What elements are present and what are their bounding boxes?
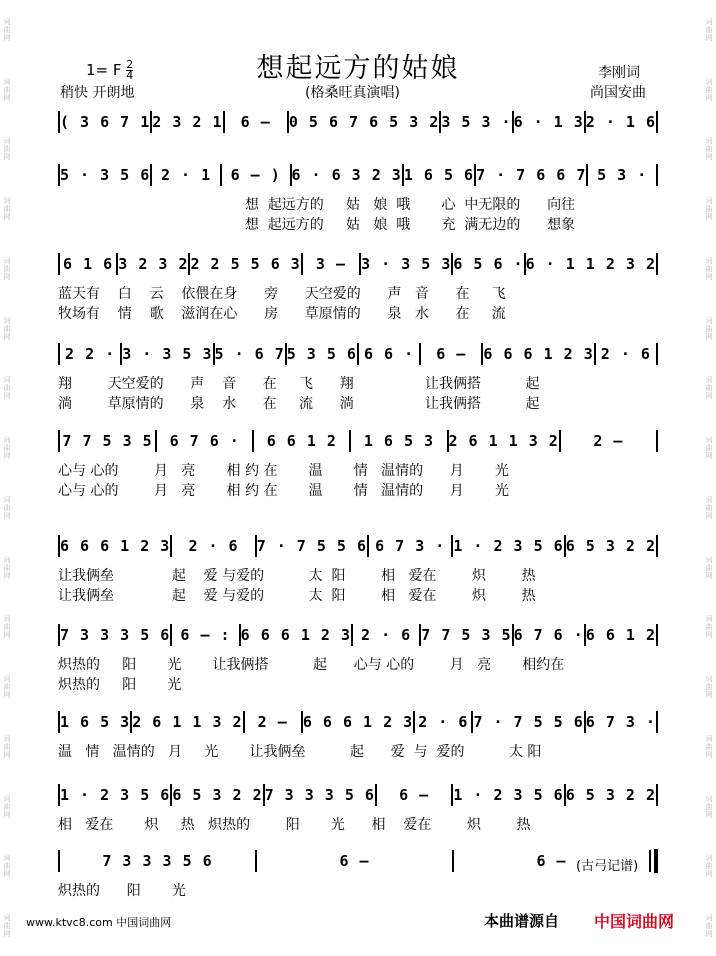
- measure: 6 6 1 2: [585, 626, 656, 644]
- measure: 2 6 1 1 3 2: [448, 432, 559, 450]
- lyrics-block: [58, 655, 658, 695]
- watermark-text: 词曲网: [3, 555, 11, 580]
- barline: [656, 343, 658, 365]
- measure: 2 · 1 6: [585, 113, 656, 131]
- measure: 0 5 6 7 6 5 3 2: [288, 113, 440, 131]
- measure: 7 3 3 3 5 6: [60, 626, 171, 644]
- barline: [656, 624, 658, 646]
- watermark-text: 词曲网: [3, 316, 11, 341]
- notation-staff: [58, 851, 658, 871]
- barline: [656, 711, 658, 733]
- measure: 6 –: [339, 852, 370, 870]
- measure: 6 –: [536, 852, 567, 870]
- barline: [656, 253, 658, 275]
- composer-credit: 尚国安曲: [590, 85, 646, 101]
- measure: 6 – ): [230, 166, 281, 184]
- measure: 6 5 3 2 2: [565, 537, 656, 555]
- measure: 6 1 6: [63, 255, 114, 273]
- measure: 3 · 3 5 3: [361, 255, 452, 273]
- measure: 2 · 6: [600, 345, 651, 363]
- measure: 2 6 1 1 3 2: [132, 713, 243, 731]
- measure: 5 · 3 5 6: [60, 166, 151, 184]
- lyric-line: 蓝天有 白 云 依偎在身 旁 天空爱的 声 音 在 飞: [58, 286, 506, 302]
- lyric-line: 翔 天空爱的 声 音 在 飞 翔 让我俩搭 起: [58, 376, 540, 392]
- lyricist-credit: 李刚词: [598, 65, 640, 81]
- notation-staff: [58, 254, 658, 274]
- measure: 6 6 6 1 2 3: [483, 345, 594, 363]
- barline: [649, 850, 651, 872]
- watermark-right: [702, 0, 716, 956]
- watermark-left: [0, 0, 14, 956]
- measure: 2 –: [257, 713, 288, 731]
- measure: 2 2 ·: [65, 345, 116, 363]
- score-system: [58, 254, 658, 324]
- measure: 1 6 5 3: [363, 432, 435, 450]
- lyric-line: 炽热的 阳 光: [58, 883, 186, 899]
- notation-staff: [58, 712, 658, 732]
- watermark-text: 词曲网: [705, 137, 713, 162]
- watermark-text: 词曲网: [3, 495, 11, 520]
- measure: 6 6 ·: [363, 345, 415, 363]
- score-system: [58, 431, 658, 501]
- barline: [656, 784, 658, 806]
- watermark-text: 词曲网: [705, 197, 713, 222]
- measure: 6 –: [399, 786, 430, 804]
- measure: 7 3 3 3 5 6: [264, 786, 375, 804]
- measure: 6 7 3 ·: [375, 537, 446, 555]
- watermark-text: 词曲网: [705, 675, 713, 700]
- key-signature: [86, 60, 133, 81]
- score-system: [58, 112, 658, 142]
- watermark-text: 词曲网: [705, 794, 713, 819]
- measure: 1 6 5 3: [60, 713, 131, 731]
- measure: 6 6 6 1 2 3: [302, 713, 414, 731]
- watermark-text: 词曲网: [3, 854, 11, 879]
- time-signature: [126, 60, 133, 81]
- lyrics-block: [58, 881, 658, 901]
- source-label: 本曲谱源自: [484, 912, 560, 930]
- watermark-text: 词曲网: [705, 914, 713, 939]
- measure: 7 3 3 3 5 6: [102, 852, 213, 870]
- lyric-line: 炽热的 阳 光 让我俩搭 起 心与 心的 月 亮 相约在: [58, 657, 565, 673]
- watermark-text: 词曲网: [705, 495, 713, 520]
- song-title: 想起远方的姑娘: [256, 53, 460, 84]
- watermark-text: 词曲网: [705, 256, 713, 281]
- watermark-text: 词曲网: [3, 17, 11, 42]
- watermark-text: 词曲网: [3, 197, 11, 222]
- key-prefix: 1= F: [86, 61, 122, 79]
- lyrics-block: [58, 374, 658, 414]
- watermark-text: 词曲网: [705, 77, 713, 102]
- measure: 5 3 ·: [597, 166, 648, 184]
- watermark-text: 词曲网: [3, 256, 11, 281]
- score-system: [58, 851, 658, 901]
- measure: 5 3 5 6: [286, 345, 357, 363]
- watermark-text: 词曲网: [3, 436, 11, 461]
- watermark-text: 词曲网: [705, 854, 713, 879]
- lyric-line: 心与 心的 月 亮 相 约 在 温 情 温情的 月 光: [58, 463, 509, 479]
- lyrics-block: [58, 815, 658, 835]
- measure: 6 6 6 1 2 3: [240, 626, 351, 644]
- measure: 6 6 6 1 2 3: [60, 537, 171, 555]
- watermark-text: 词曲网: [3, 137, 11, 162]
- watermark-text: 词曲网: [3, 615, 11, 640]
- notation-staff: [58, 344, 658, 364]
- watermark-text: 词曲网: [705, 436, 713, 461]
- lyric-line: 让我俩垒 起 爱 与爱的 太 阳 相 爱在 炽 热: [58, 568, 536, 584]
- measure: 2 3 2 1: [152, 113, 223, 131]
- measure: ( 3 6 7 1: [60, 113, 151, 131]
- measure: 6 · 1 1 2 3 2: [525, 255, 656, 273]
- website-url[interactable]: www.ktvc8.com 中国词曲网: [26, 916, 172, 929]
- lyric-line: 想 起远方的 姑 娘 哦 心 中无限的 向往: [58, 197, 576, 213]
- lyric-line: 相 爱在 炽 热 炽热的 阳 光 相 爱在 炽 热: [58, 817, 531, 833]
- lyric-line: 心与 心的 月 亮 相 约 在 温 情 温情的 月 光: [58, 483, 509, 499]
- measure: 7 7 5 3 5: [421, 626, 512, 644]
- notation-staff: [58, 625, 658, 645]
- measure: 2 2 5 5 6 3: [190, 255, 301, 273]
- barline: [656, 430, 658, 452]
- barline: [656, 164, 658, 186]
- measure: 7 · 7 5 5 6: [473, 713, 584, 731]
- lyrics-block: [58, 284, 658, 324]
- lyrics-block: [58, 195, 658, 235]
- watermark-text: 词曲网: [3, 77, 11, 102]
- watermark-text: 词曲网: [705, 17, 713, 42]
- barline: [656, 111, 658, 133]
- lyrics-block: [58, 461, 658, 501]
- watermark-text: 词曲网: [3, 794, 11, 819]
- measure: 7 7 5 3 5: [62, 432, 153, 450]
- lyrics-block: [58, 742, 658, 762]
- measure: 2 · 1: [161, 166, 212, 184]
- measure: 6 7 6 ·: [513, 626, 584, 644]
- lyric-line: 牧场有 情 歌 滋润在心 房 草原情的 泉 水 在 流: [58, 306, 506, 322]
- measure: 2 –: [593, 432, 624, 450]
- measure: 1 6 5 6: [403, 166, 475, 184]
- score-system: [58, 625, 658, 695]
- lyric-line: 想 起远方的 姑 娘 哦 充 满无边的 想象: [58, 217, 576, 233]
- watermark-text: 词曲网: [705, 734, 713, 759]
- score-system: [58, 712, 658, 762]
- measure: 3 5 3 ·: [441, 113, 512, 131]
- lyric-line: 让我俩垒 起 爱 与爱的 太 阳 相 爱在 炽 热: [58, 588, 536, 604]
- measure: 7 · 7 5 5 6: [256, 537, 368, 555]
- watermark-text: 词曲网: [3, 914, 11, 939]
- measure: 7 · 7 6 6 7: [476, 166, 587, 184]
- watermark-text: 词曲网: [705, 316, 713, 341]
- watermark-text: 词曲网: [705, 615, 713, 640]
- measure: 6 – :: [180, 626, 231, 644]
- watermark-text: 词曲网: [705, 555, 713, 580]
- tempo-marking: 稍快 开朗地: [60, 85, 135, 101]
- measure: 6 5 3 2 2: [565, 786, 656, 804]
- lyric-line: 淌 草原情的 泉 水 在 流 淌 让我俩搭 起: [58, 396, 540, 412]
- watermark-text: 词曲网: [3, 734, 11, 759]
- notation-staff: [58, 112, 658, 132]
- notation-staff: [58, 536, 658, 556]
- measure: 6 6 1 2: [266, 432, 337, 450]
- watermark-text: 词曲网: [3, 675, 11, 700]
- measure: 3 · 3 5 3: [122, 345, 213, 363]
- measure: 6 · 6 3 2 3: [291, 166, 402, 184]
- singer-credit: (格桑旺真演唱): [305, 85, 400, 101]
- notation-staff: [58, 165, 658, 185]
- measure: 1 · 2 3 5 6: [453, 537, 564, 555]
- measure: 1 · 2 3 5 6: [453, 786, 564, 804]
- transcriber-credit: (古弓记谱): [576, 859, 639, 874]
- score-system: [58, 165, 658, 235]
- measure: 6 –: [240, 113, 271, 131]
- notation-staff: [58, 431, 658, 451]
- lyrics-block: [58, 566, 658, 606]
- time-denominator: 4: [126, 69, 134, 82]
- measure: 6 · 1 3: [513, 113, 584, 131]
- lyric-line: 炽热的 阳 光: [58, 677, 182, 693]
- score-system: [58, 785, 658, 835]
- score-system: [58, 536, 658, 606]
- measure: 3 –: [315, 255, 346, 273]
- watermark-text: 词曲网: [3, 376, 11, 401]
- final-barline: [654, 849, 658, 873]
- measure: 6 7 6 ·: [169, 432, 240, 450]
- lyric-line: 温 情 温情的 月 光 让我俩垒 起 爱 与 爱的 太 阳: [58, 744, 542, 760]
- notation-staff: [58, 785, 658, 805]
- measure: 6 –: [436, 345, 467, 363]
- time-numerator: 2: [126, 58, 134, 71]
- barline: [656, 535, 658, 557]
- measure: 6 5 6 ·: [453, 255, 524, 273]
- measure: 2 · 6: [361, 626, 412, 644]
- measure: 5 · 6 7: [214, 345, 285, 363]
- measure: 2 · 6: [418, 713, 469, 731]
- score-system: [58, 344, 658, 414]
- measure: 3 2 3 2: [118, 255, 189, 273]
- measure: 2 · 6: [188, 537, 239, 555]
- measure: 6 5 3 2 2: [172, 786, 263, 804]
- watermark-text: 词曲网: [705, 376, 713, 401]
- measure: 1 · 2 3 5 6: [60, 786, 171, 804]
- measure: 6 7 3 ·: [585, 713, 656, 731]
- source-site-link[interactable]: 中国词曲网: [594, 912, 675, 931]
